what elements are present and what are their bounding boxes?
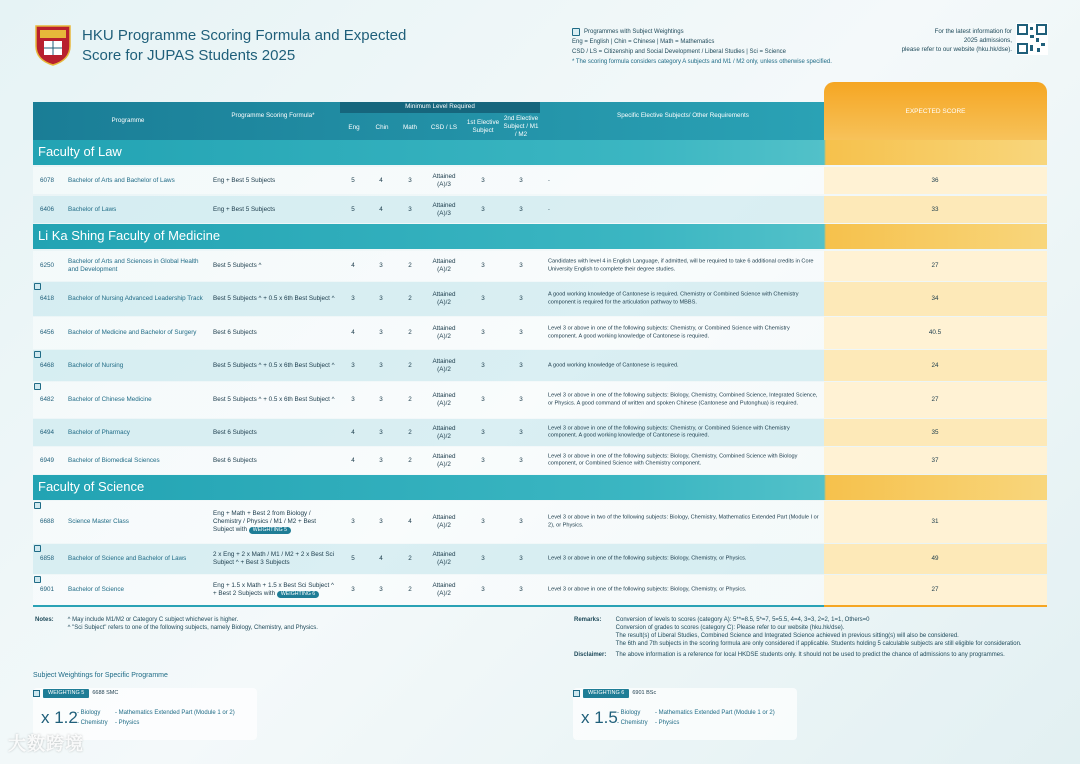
table-row — [33, 251, 1047, 281]
programme-code: 6688 — [40, 518, 55, 525]
weighting-badge: WEIGHTING 6 — [277, 591, 319, 598]
scoring-formula: Best 6 Subjects — [213, 428, 257, 436]
elective1-level: 3 — [481, 176, 485, 184]
programme-name[interactable]: Bachelor of Nursing Advanced Leadership Track — [68, 295, 203, 302]
expected-score: 24 — [931, 361, 939, 369]
weighting-programme: 6901 BSc — [632, 690, 657, 696]
elective2-level: 3 — [519, 396, 523, 403]
expected-score: 34 — [931, 295, 939, 302]
table-row — [33, 317, 1047, 349]
scoring-formula: Best 5 Subjects ^ + 0.5 x 6th Best Subject ^ — [213, 295, 335, 302]
weighting-programme: 6688 SMC — [92, 690, 119, 696]
subject: - Physics — [655, 720, 680, 726]
programme-code: 6949 — [40, 456, 55, 464]
eng-level: 3 — [351, 361, 355, 369]
math-level: 2 — [408, 361, 412, 369]
math-level: 2 — [408, 555, 412, 562]
elective1-level: 3 — [481, 295, 485, 302]
weighting-card-head — [573, 688, 656, 698]
table-header — [33, 102, 824, 140]
scoring-formula: Best 6 Subjects — [213, 456, 257, 464]
subject: - Mathematics Extended Part (Module 1 or 2) — [655, 710, 775, 716]
math-level: 3 — [408, 205, 412, 213]
weighting-subjects-col2 — [655, 708, 775, 728]
table-row — [33, 282, 1047, 316]
math-level: 2 — [408, 396, 412, 403]
legend-line2: CSD / LS = Citizenship and Social Development / Liberal Studies | Sci = Science — [572, 49, 787, 55]
csd-level: Attained (A)/2 — [432, 551, 456, 566]
math-level: 2 — [408, 329, 412, 336]
table-row — [33, 382, 1047, 418]
legend-note: * The scoring formula considers category A subjects and M1 / M2 only, unless otherwise specified. — [572, 59, 832, 65]
info-box — [878, 27, 1012, 54]
math-level: 2 — [408, 586, 412, 593]
weighting-icon — [33, 690, 40, 697]
chin-level: 4 — [379, 555, 383, 562]
scoring-formula — [213, 582, 338, 598]
weighting-icon — [34, 351, 41, 358]
csd-level: Attained (A)/2 — [432, 325, 456, 340]
programme-name[interactable]: Bachelor of Laws — [68, 205, 117, 213]
chin-level: 3 — [379, 262, 383, 269]
eng-level: 3 — [351, 586, 355, 593]
elective2-level: 3 — [519, 555, 523, 562]
remarks — [574, 616, 1044, 659]
expected-score: 27 — [931, 262, 939, 269]
faculty-title: Faculty of Science — [38, 479, 145, 494]
programme-name[interactable]: Bachelor of Pharmacy — [68, 428, 130, 436]
scoring-formula: Eng + Best 5 Subjects — [213, 176, 276, 184]
programme-code: 6482 — [40, 396, 55, 403]
expected-score: 49 — [931, 555, 939, 562]
chin-level: 3 — [379, 295, 383, 302]
programme-code: 6250 — [40, 262, 55, 269]
expected-score: 31 — [931, 518, 939, 525]
disclaimer-text: The above information is a reference for local HKDSE students only. It should not be used to predict the chance of admissions to any programmes. — [615, 652, 1005, 658]
faculty-band-law — [33, 140, 1047, 165]
scoring-formula: 2 x Eng + 2 x Math / M1 / M2 + 2 x Best Sci Subject ^ + Best 3 Subjects — [213, 551, 335, 566]
csd-level: Attained (A)/2 — [432, 452, 456, 468]
eng-level: 4 — [351, 428, 355, 436]
expected-score: 40.5 — [928, 329, 942, 336]
col-min-level: Minimum Level Required — [405, 103, 475, 110]
table-row — [33, 350, 1047, 381]
csd-level: Attained (A)/2 — [432, 582, 456, 597]
elective2-level: 3 — [519, 205, 523, 213]
elective1-level: 3 — [481, 586, 485, 593]
csd-level: Attained (A)/2 — [432, 392, 456, 407]
elective1-level: 3 — [481, 396, 485, 403]
col-formula: Programme Scoring Formula* — [231, 112, 315, 119]
subject: - Biology — [617, 710, 641, 716]
col-programme: Programme — [111, 117, 145, 124]
chin-level: 3 — [379, 361, 383, 369]
chin-level: 4 — [379, 176, 383, 184]
scoring-formula: Eng + Best 5 Subjects — [213, 205, 276, 213]
eng-level: 3 — [351, 295, 355, 302]
math-level: 3 — [408, 176, 412, 184]
table-row — [33, 501, 1047, 543]
elective1-level: 3 — [481, 428, 485, 436]
requirements: Candidates with level 4 in English Language, if admitted, will be required to take 6 additional credits in Core University English to complete their degree studies. — [548, 258, 814, 272]
requirements: A good working knowledge of Cantonese is required. — [548, 361, 679, 368]
note-1: ^ May include M1/M2 or Category C subject whichever is higher. — [67, 617, 239, 623]
requirements: Level 3 or above in one of the following subjects: Biology, Chemistry, Combined Science, Integrated Science, or Physics. A good command of written and spoken Chinese (Cantonese and Putonghua) is required. — [548, 392, 818, 406]
expected-score: 27 — [931, 586, 939, 593]
eng-level: 3 — [351, 396, 355, 403]
legend-title: Programmes with Subject Weightings — [584, 29, 684, 35]
weighting-card-head — [33, 688, 118, 698]
csd-level: Attained (A)/3 — [432, 172, 456, 188]
programme-code: 6418 — [40, 295, 55, 302]
weighting-icon — [573, 690, 580, 697]
table-row — [33, 575, 1047, 605]
disclaimer-label: Disclaimer: — [574, 652, 607, 658]
requirements: Level 3 or above in one of the following subjects: Biology, Chemistry, or Physics. — [548, 555, 747, 562]
elective2-level: 3 — [519, 518, 523, 525]
elective2-level: 3 — [519, 361, 523, 369]
scoring-formula — [213, 510, 338, 534]
elective2-level: 3 — [519, 262, 523, 269]
expected-score-header: EXPECTED SCORE — [824, 82, 1047, 140]
weighting-icon — [34, 502, 41, 509]
elective2-level: 3 — [519, 329, 523, 336]
weighting-badge: WEIGHTING 5 — [43, 689, 89, 698]
elective2-level: 3 — [519, 456, 523, 464]
elective1-level: 3 — [481, 262, 485, 269]
subject: - Chemistry — [617, 720, 648, 726]
faculty-band-science — [33, 475, 1047, 500]
watermark: 大数跨境 — [8, 734, 84, 754]
weighting-subjects-col1 — [77, 708, 108, 728]
programme-code: 6494 — [40, 428, 55, 436]
col-elective2: 2nd Elective Subject / M1 / M2 — [503, 115, 539, 138]
col-math: Math — [403, 124, 417, 131]
table-row — [33, 167, 1047, 194]
remark-3: The result(s) of Liberal Studies, Combined Science and Integrated Science achieved in previous sitting(s) will also be considered. — [615, 633, 959, 639]
math-level: 2 — [408, 428, 412, 436]
elective2-level: 3 — [519, 428, 523, 436]
chin-level: 3 — [379, 456, 383, 464]
formula-text: Eng + Math + Best 2 from Biology / Chemistry / Physics / M1 / M2 + Best Subject with — [213, 510, 317, 533]
requirements: Level 3 or above in one of the following subjects: Biology, Chemistry, Combined Science with Biology component, or Combined Science with Chemistry component. — [548, 453, 798, 467]
weighting-icon — [34, 383, 41, 390]
requirements: Level 3 or above in one of the following subjects: Chemistry, or Combined Science with Chemistry component. A good working knowledge of Cantonese is required. — [548, 425, 790, 439]
scoring-formula: Best 6 Subjects — [213, 329, 257, 336]
requirements: Level 3 or above in two of the following subjects: Biology, Chemistry, Mathematics Extended Part (Module I or 2), or Physics. — [548, 514, 819, 528]
scoring-formula: Best 5 Subjects ^ + 0.5 x 6th Best Subject ^ — [213, 396, 335, 403]
scoring-formula: Best 5 Subjects ^ — [213, 262, 262, 269]
programme-name[interactable]: Bachelor of Arts and Bachelor of Laws — [68, 176, 175, 184]
elective1-level: 3 — [481, 361, 485, 369]
expected-score: 37 — [931, 456, 939, 464]
elective1-level: 3 — [481, 329, 485, 336]
elective1-level: 3 — [481, 518, 485, 525]
faculty-band-medicine — [33, 224, 1047, 249]
csd-level: Attained (A)/2 — [432, 514, 456, 529]
col-requirements: Specific Elective Subjects/ Other Requirements — [617, 112, 749, 119]
remarks-label: Remarks: — [574, 617, 602, 623]
elective1-level: 3 — [481, 205, 485, 213]
weightings-title: Subject Weightings for Specific Programme — [33, 672, 168, 679]
weighting-multiplier: x 1.2 — [41, 708, 78, 727]
table-bottom-rule — [33, 605, 1047, 607]
remark-1: Conversion of levels to scores (category A): 5**=8.5, 5*=7, 5=5.5, 4=4, 3=3, 2=2, 1=1, Others=0 — [615, 617, 870, 623]
scoring-formula: Best 5 Subjects ^ + 0.5 x 6th Best Subject ^ — [213, 361, 335, 369]
weighting-badge: WEIGHTING 6 — [583, 689, 629, 698]
elective2-level: 3 — [519, 295, 523, 302]
programme-name[interactable]: Bachelor of Arts and Sciences in Global Health and Development — [68, 258, 199, 273]
notes — [35, 616, 318, 632]
subject: - Mathematics Extended Part (Module 1 or 2) — [115, 710, 235, 716]
info-line: For the latest information for — [934, 28, 1012, 35]
programme-code: 6901 — [40, 586, 55, 593]
expected-score: 27 — [931, 396, 939, 403]
chin-level: 3 — [379, 428, 383, 436]
programme-code: 6456 — [40, 329, 55, 336]
table-row — [33, 544, 1047, 574]
expected-score: 33 — [931, 205, 939, 213]
eng-level: 4 — [351, 456, 355, 464]
eng-level: 3 — [351, 518, 355, 525]
programme-code: 6078 — [40, 176, 55, 184]
eng-level: 5 — [351, 176, 355, 184]
elective2-level: 3 — [519, 586, 523, 593]
requirements: A good working knowledge of Cantonese is required. Chemistry or Combined Science with Chemistry component is required for the articulation pathway to MBBS. — [548, 291, 799, 305]
requirements: Level 3 or above in one of the following subjects: Chemistry, or Combined Science with Chemistry component. A good working knowledge of Cantonese is required. — [548, 325, 790, 339]
weighting-multiplier: x 1.5 — [581, 708, 618, 727]
eng-level: 5 — [351, 555, 355, 562]
weighting-subjects-col1 — [617, 708, 648, 728]
weighting-icon — [572, 28, 580, 36]
csd-level: Attained (A)/2 — [432, 291, 456, 306]
programme-code: 6406 — [40, 205, 55, 213]
table-row — [33, 447, 1047, 474]
weighting-subjects-col2 — [115, 708, 235, 728]
math-level: 4 — [408, 518, 412, 525]
subject: - Physics — [115, 720, 140, 726]
weighting-icon — [34, 283, 41, 290]
requirements: - — [548, 176, 550, 183]
table-row — [33, 419, 1047, 446]
csd-level: Attained (A)/2 — [432, 357, 456, 373]
info-line: 2025 admissions, — [963, 37, 1012, 44]
notes-label: Notes: — [35, 617, 54, 623]
csd-level: Attained (A)/2 — [432, 424, 456, 440]
programme-code: 6468 — [40, 361, 55, 369]
qr-code-icon[interactable] — [1016, 23, 1048, 55]
legend-box — [572, 27, 872, 67]
math-level: 2 — [408, 262, 412, 269]
programme-name[interactable]: Science Master Class — [68, 518, 129, 525]
remark-4: The 6th and 7th subjects in the scoring formula are only considered if applicable. Students holding 5 calculable subjects are still eligible for consideration. — [615, 641, 1022, 647]
eng-level: 5 — [351, 205, 355, 213]
programme-name[interactable]: Bachelor of Nursing — [68, 361, 124, 369]
programme-name[interactable]: Bachelor of Science and Bachelor of Laws — [68, 555, 187, 562]
programme-name[interactable]: Bachelor of Biomedical Sciences — [68, 456, 160, 464]
elective1-level: 3 — [481, 456, 485, 464]
weighting-badge: WEIGHTING 5 — [249, 527, 291, 534]
col-csd: CSD / LS — [430, 124, 458, 131]
table-row — [33, 196, 1047, 223]
note-2: ^ "Sci Subject" refers to one of the following subjects, namely Biology, Chemistry, and Physics. — [67, 625, 318, 631]
page-title: HKU Programme Scoring Formula and Expected Score for JUPAS Students 2025 — [82, 27, 407, 64]
math-level: 2 — [408, 295, 412, 302]
csd-level: Attained (A)/3 — [432, 201, 456, 217]
expected-score: 36 — [931, 176, 939, 184]
weighting-icon — [34, 576, 41, 583]
formula-text: Eng + 1.5 x Math + 1.5 x Best Sci Subject ^ + Best 2 Subjects with — [213, 582, 334, 597]
eng-level: 4 — [351, 329, 355, 336]
remark-2: Conversion of grades to scores (category C): Please refer to our website (hku.hk/dse). — [615, 625, 845, 631]
weighting-icon — [34, 545, 41, 552]
programme-name[interactable]: Bachelor of Medicine and Bachelor of Surgery — [68, 329, 197, 336]
faculty-title: Faculty of Law — [38, 144, 122, 159]
hku-crest-logo — [34, 24, 72, 66]
col-eng: Eng — [348, 124, 360, 131]
elective1-level: 3 — [481, 555, 485, 562]
programme-name[interactable]: Bachelor of Science — [68, 586, 125, 593]
programme-code: 6858 — [40, 555, 55, 562]
col-chin: Chin — [375, 124, 389, 131]
eng-level: 4 — [351, 262, 355, 269]
faculty-title: Li Ka Shing Faculty of Medicine — [38, 228, 221, 243]
subject: - Biology — [77, 710, 101, 716]
chin-level: 3 — [379, 396, 383, 403]
chin-level: 3 — [379, 329, 383, 336]
math-level: 2 — [408, 456, 412, 464]
info-link[interactable]: please refer to our website (hku.hk/dse). — [901, 46, 1012, 53]
col-elective1: 1st Elective Subject — [466, 119, 500, 134]
chin-level: 3 — [379, 586, 383, 593]
chin-level: 4 — [379, 205, 383, 213]
expected-score: 35 — [931, 428, 939, 436]
elective2-level: 3 — [519, 176, 523, 184]
requirements: - — [548, 205, 550, 212]
chin-level: 3 — [379, 518, 383, 525]
weighting-card-6 — [573, 688, 797, 740]
legend-line1: Eng = English | Chin = Chinese | Math = Mathematics — [572, 39, 715, 45]
requirements: Level 3 or above in one of the following subjects: Biology, Chemistry, or Physics. — [548, 586, 747, 593]
subject: - Chemistry — [77, 720, 108, 726]
csd-level: Attained (A)/2 — [432, 258, 456, 273]
programme-name[interactable]: Bachelor of Chinese Medicine — [68, 396, 152, 403]
